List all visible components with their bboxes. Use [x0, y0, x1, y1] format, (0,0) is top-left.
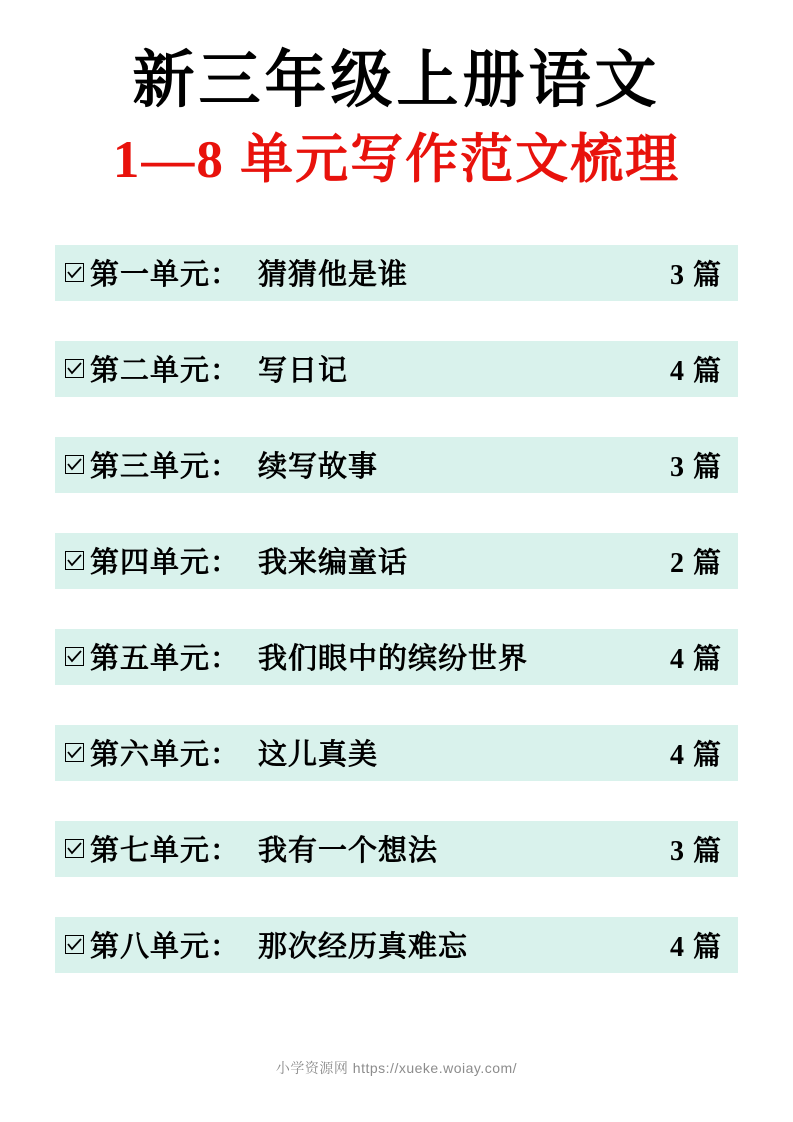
list-item[interactable]	[55, 821, 738, 877]
checkbox-checked-icon[interactable]	[65, 455, 84, 474]
checkbox-checked-icon[interactable]	[65, 743, 84, 762]
list-item-unit: 第八单元：	[90, 931, 241, 964]
list-item[interactable]	[55, 629, 738, 685]
list-item-count: 2 篇	[669, 547, 722, 579]
list-item[interactable]	[55, 245, 738, 301]
list-item[interactable]	[55, 341, 738, 397]
checkbox-checked-icon[interactable]	[65, 647, 84, 666]
list-item-title: 我来编童话	[258, 547, 409, 580]
list-item[interactable]	[55, 917, 738, 973]
page-subtitle: 1—8 单元写作范文梳理	[112, 131, 681, 190]
list-item-count: 4 篇	[669, 355, 722, 387]
list-item-title: 这儿真美	[258, 739, 379, 772]
list-item-unit: 第五单元：	[90, 643, 241, 676]
list-item-unit: 第六单元：	[90, 739, 241, 772]
list-item-count: 4 篇	[669, 739, 722, 771]
list-item-unit: 第七单元：	[90, 835, 241, 868]
list-item-count: 3 篇	[669, 259, 722, 291]
list-item-unit: 第一单元：	[90, 259, 241, 292]
checkbox-checked-icon[interactable]	[65, 551, 84, 570]
checkbox-checked-icon[interactable]	[65, 359, 84, 378]
list-item-count: 4 篇	[669, 643, 722, 675]
list-item-title: 猜猜他是谁	[258, 259, 409, 292]
footer-watermark: 小学资源网 https://xueke.woiay.com/	[275, 1060, 518, 1076]
list-item[interactable]	[55, 533, 738, 589]
list-item-count: 3 篇	[669, 835, 722, 867]
checkbox-checked-icon[interactable]	[65, 839, 84, 858]
list-item-title: 写日记	[258, 355, 349, 388]
list-item[interactable]	[55, 437, 738, 493]
list-item-unit: 第二单元：	[90, 355, 241, 388]
list-item-title: 我有一个想法	[258, 835, 439, 868]
list-item-unit: 第三单元：	[90, 451, 241, 484]
unit-list	[0, 245, 793, 973]
list-item-title: 我们眼中的缤纷世界	[258, 643, 529, 676]
list-item-count: 4 篇	[669, 931, 722, 963]
list-item-title: 那次经历真难忘	[258, 931, 469, 964]
checkbox-checked-icon[interactable]	[65, 263, 84, 282]
list-item-unit: 第四单元：	[90, 547, 241, 580]
title-block	[0, 0, 793, 193]
page-title: 新三年级上册语文	[132, 47, 661, 115]
list-item-title: 续写故事	[258, 451, 379, 484]
checkbox-checked-icon[interactable]	[65, 935, 84, 954]
list-item-count: 3 篇	[669, 451, 722, 483]
list-item[interactable]	[55, 725, 738, 781]
